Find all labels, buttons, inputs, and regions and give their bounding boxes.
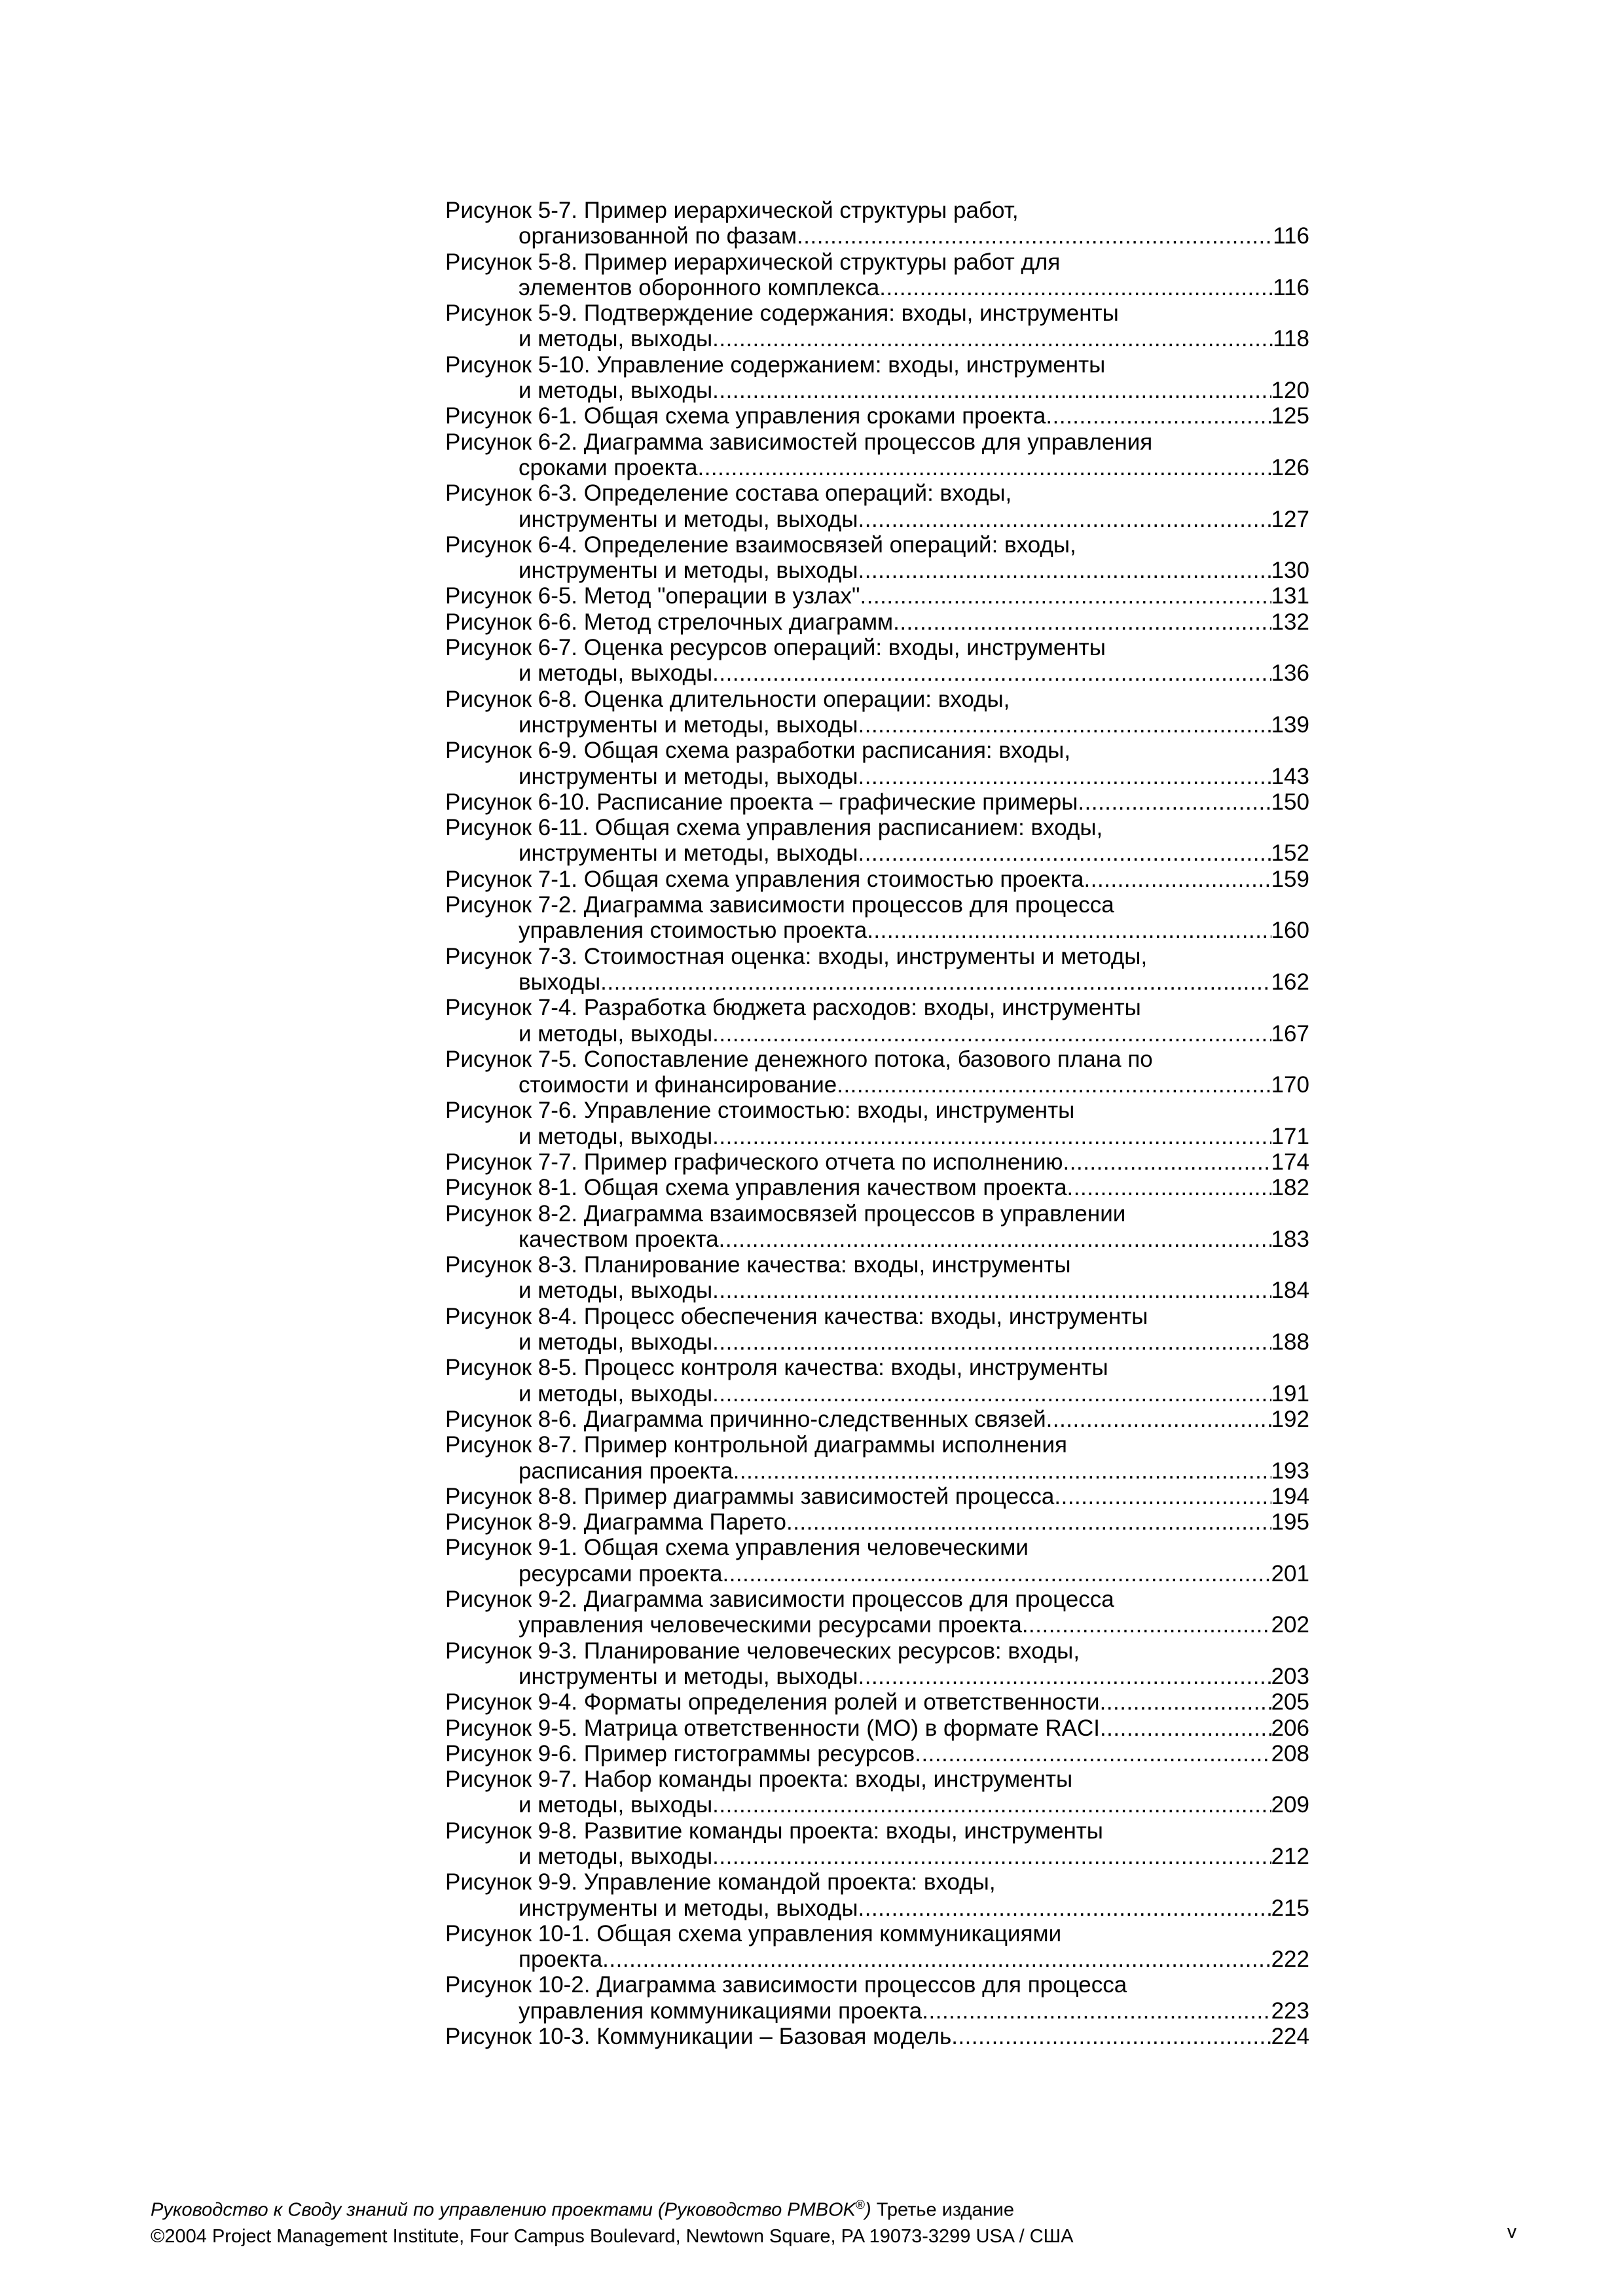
toc-entry-continuation-line <box>445 1664 1309 1689</box>
toc-entry-text: расписания проекта <box>519 1458 733 1484</box>
toc-entry-page: 132 <box>1271 609 1309 635</box>
toc-entry-text: Рисунок 6-10. Расписание проекта – графические примеры <box>445 789 1078 815</box>
toc-entry-continuation-line <box>445 1072 1309 1098</box>
dot-leader <box>786 1509 1271 1535</box>
toc-entry-text: и методы, выходы <box>519 1123 713 1149</box>
toc-entry-page: 209 <box>1271 1792 1309 1818</box>
toc-entry-title-line <box>445 944 1309 969</box>
footer-copyright: ©2004 Project Management Institute, Four Campus Boulevard, Newtown Square, PA 19073-3299 USA / США <box>151 2225 1074 2247</box>
dot-leader <box>712 326 1273 351</box>
toc-entry-title-line <box>445 1047 1309 1072</box>
toc-entry-continuation-line <box>445 507 1309 532</box>
toc-entry-text: Рисунок 10-1. Общая схема управления коммуникациями <box>445 1920 1062 1946</box>
dot-leader <box>712 660 1271 686</box>
toc-entry-text: и методы, выходы <box>519 378 713 404</box>
footer-edition: Третье издание <box>871 2199 1014 2221</box>
toc-entry-text: и методы, выходы <box>519 1844 713 1869</box>
toc-entry-text: Рисунок 7-1. Общая схема управления стоимостью проекта <box>445 866 1084 892</box>
toc-entry-page: 224 <box>1271 2024 1309 2050</box>
toc-entry <box>445 429 1309 481</box>
toc-entry-page: 136 <box>1271 660 1309 687</box>
toc-entry-text: Рисунок 9-2. Диаграмма зависимости процессов для процесса <box>445 1587 1114 1613</box>
toc-entry-text: Рисунок 10-2. Диаграмма зависимости процессов для процесса <box>445 1972 1127 1998</box>
toc-entry-continuation-line <box>445 712 1309 738</box>
toc-entry-title-line <box>445 1689 1309 1715</box>
dot-leader <box>858 558 1271 583</box>
toc-entry-page: 159 <box>1271 866 1309 892</box>
toc-entry-text: Рисунок 8-5. Процесс контроля качества: входы, инструменты <box>445 1355 1108 1381</box>
toc-entry-title-line <box>445 1355 1309 1380</box>
toc-entry-text: выходы <box>519 969 601 995</box>
toc-entry <box>445 1535 1309 1587</box>
toc-entry <box>445 867 1309 892</box>
page-footer <box>151 2193 1525 2250</box>
toc-entry-page: 162 <box>1271 969 1309 995</box>
toc-entry-text: сроками проекта <box>519 454 698 480</box>
toc-entry <box>445 1407 1309 1432</box>
dot-leader <box>858 1664 1271 1689</box>
toc-entry-continuation-line <box>445 1946 1309 1972</box>
toc-entry-text: инструменты и методы, выходы <box>519 1895 858 1921</box>
toc-entry-text: управления стоимостью проекта <box>519 918 867 944</box>
toc-entry-text: инструменты и методы, выходы <box>519 840 858 867</box>
toc-entry-continuation-line <box>445 660 1309 686</box>
toc-entry-title-line <box>445 1869 1309 1895</box>
toc-entry <box>445 1689 1309 1715</box>
dot-leader <box>719 1227 1271 1252</box>
toc-entry-text: Рисунок 7-3. Стоимостная оценка: входы, инструменты и методы, <box>445 943 1148 969</box>
dot-leader <box>712 1792 1271 1818</box>
toc-entry-title-line <box>445 1201 1309 1227</box>
toc-entry-text: Рисунок 9-7. Набор команды проекта: входы, инструменты <box>445 1767 1073 1793</box>
toc-entry-page: 222 <box>1271 1946 1309 1973</box>
toc-entry-text: Рисунок 9-6. Пример гистограммы ресурсов <box>445 1740 915 1767</box>
toc-entry-text: Рисунок 6-6. Метод стрелочных диаграмм <box>445 609 894 635</box>
toc-entry-page: 116 <box>1273 223 1309 249</box>
dot-leader <box>1054 1484 1271 1509</box>
toc-entry <box>445 609 1309 635</box>
toc-entry-page: 143 <box>1271 763 1309 789</box>
toc-entry-title-line <box>445 1921 1309 1946</box>
toc-entry-title-line <box>445 738 1309 763</box>
toc-entry-page: 203 <box>1271 1663 1309 1689</box>
dot-leader <box>858 1895 1271 1921</box>
toc-entry-text: Рисунок 6-4. Определение взаимосвязей операций: входы, <box>445 531 1076 558</box>
toc-entry-continuation-line <box>445 1021 1309 1047</box>
toc-entry-text: Рисунок 6-3. Определение состава операций: входы, <box>445 480 1012 507</box>
toc-entry-text: инструменты и методы, выходы <box>519 558 858 584</box>
toc-entry-continuation-line <box>445 378 1309 403</box>
toc-entry-page: 205 <box>1271 1689 1309 1715</box>
toc-entry-text: и методы, выходы <box>519 1380 713 1407</box>
toc-entry-title-line <box>445 687 1309 712</box>
toc-entry <box>445 1355 1309 1407</box>
toc-entry-text: Рисунок 9-8. Развитие команды проекта: входы, инструменты <box>445 1818 1103 1844</box>
dot-leader <box>600 969 1271 995</box>
toc-entry-continuation-line <box>445 1998 1309 2024</box>
toc-entry-text: и методы, выходы <box>519 1329 713 1355</box>
toc-entry-page: 139 <box>1271 711 1309 738</box>
toc-entry <box>445 403 1309 429</box>
toc-entry-text: Рисунок 9-3. Планирование человеческих ресурсов: входы, <box>445 1638 1080 1664</box>
toc-entry-text: Рисунок 9-1. Общая схема управления человеческими <box>445 1535 1029 1561</box>
toc-entry-text: и методы, выходы <box>519 1278 713 1304</box>
dot-leader <box>922 1998 1271 2024</box>
dot-leader <box>1063 1149 1271 1175</box>
dot-leader <box>602 1946 1271 1972</box>
toc-entry <box>445 1098 1309 1149</box>
toc-entry <box>445 1869 1309 1921</box>
dot-leader <box>1078 789 1271 815</box>
toc-entry-page: 125 <box>1271 403 1309 429</box>
dot-leader <box>1046 403 1271 429</box>
toc-entry <box>445 1484 1309 1509</box>
footer-title-close: ) <box>865 2199 871 2221</box>
toc-entry-text: Рисунок 8-9. Диаграмма Парето <box>445 1509 786 1535</box>
toc-entry <box>445 738 1309 789</box>
toc-entry <box>445 815 1309 867</box>
dot-leader <box>1067 1175 1271 1200</box>
toc-entry-text: элементов оборонного комплекса <box>519 274 880 300</box>
toc-entry-page: 212 <box>1271 1844 1309 1869</box>
toc-entry-page: 194 <box>1271 1483 1309 1509</box>
toc-entry-title-line <box>445 2024 1309 2049</box>
dot-leader <box>915 1741 1271 1767</box>
toc-entry-text: Рисунок 8-7. Пример контрольной диаграммы исполнения <box>445 1432 1067 1458</box>
toc-entry-continuation-line <box>445 764 1309 789</box>
toc-entry-text: Рисунок 8-1. Общая схема управления качеством проекта <box>445 1175 1067 1201</box>
toc-entry <box>445 1767 1309 1818</box>
toc-entry <box>445 1304 1309 1355</box>
toc-entry-text: управления человеческими ресурсами проекта <box>519 1612 1022 1638</box>
toc-entry <box>445 1638 1309 1690</box>
dot-leader <box>733 1458 1271 1484</box>
toc-entry-text: Рисунок 5-9. Подтверждение содержания: входы, инструменты <box>445 300 1119 327</box>
toc-entry-page: 116 <box>1273 274 1309 300</box>
toc-entry-text: инструменты и методы, выходы <box>519 711 858 738</box>
page-number: v <box>1507 2221 1517 2242</box>
dot-leader <box>1022 1612 1271 1638</box>
toc-entry <box>445 687 1309 738</box>
toc-entry-title-line <box>445 429 1309 455</box>
toc-entry-continuation-line <box>445 1124 1309 1149</box>
toc-entry-text: стоимости и финансирование <box>519 1072 837 1098</box>
toc-entry-title-line <box>445 815 1309 840</box>
toc-entry-text: Рисунок 8-2. Диаграмма взаимосвязей процессов в управлении <box>445 1200 1126 1227</box>
toc-entry-text: и методы, выходы <box>519 326 713 352</box>
toc-entry-text: Рисунок 6-1. Общая схема управления сроками проекта <box>445 403 1046 429</box>
toc-entry-text: Рисунок 5-7. Пример иерархической структуры работ, <box>445 198 1019 223</box>
dot-leader <box>712 1329 1271 1355</box>
toc-entry <box>445 2024 1309 2049</box>
toc-entry-text: Рисунок 6-2. Диаграмма зависимостей процессов для управления <box>445 429 1153 455</box>
toc-entry-title-line <box>445 1407 1309 1432</box>
dot-leader <box>1100 1715 1271 1741</box>
toc-entry-page: 167 <box>1271 1020 1309 1047</box>
toc-entry <box>445 532 1309 584</box>
toc-entry-continuation-line <box>445 918 1309 943</box>
toc-entry <box>445 249 1309 301</box>
dot-leader <box>951 2024 1271 2049</box>
toc-entry-text: Рисунок 5-10. Управление содержанием: входы, инструменты <box>445 351 1106 378</box>
toc-entry-text: Рисунок 6-8. Оценка длительности операции: входы, <box>445 686 1010 712</box>
toc-entry-page: 183 <box>1271 1226 1309 1252</box>
toc-entry-title-line <box>445 1098 1309 1123</box>
toc-entry-text: Рисунок 6-9. Общая схема разработки расписания: входы, <box>445 738 1071 764</box>
toc-entry-title-line <box>445 583 1309 609</box>
toc-entry-title-line <box>445 1741 1309 1767</box>
toc-entry-continuation-line <box>445 1844 1309 1869</box>
toc-entry-page: 130 <box>1271 558 1309 584</box>
toc-entry-page: 174 <box>1271 1149 1309 1175</box>
dot-leader <box>893 609 1271 635</box>
toc-entry <box>445 1509 1309 1535</box>
toc-entry-title-line <box>445 1304 1309 1329</box>
toc-entry-page: 182 <box>1271 1175 1309 1201</box>
toc-entry-continuation-line <box>445 558 1309 583</box>
toc-entry-page: 152 <box>1271 840 1309 867</box>
toc-entry-title-line <box>445 1484 1309 1509</box>
table-of-figures <box>445 198 1309 2049</box>
toc-entry <box>445 635 1309 687</box>
toc-entry <box>445 1252 1309 1304</box>
toc-entry <box>445 789 1309 815</box>
dot-leader <box>858 712 1271 738</box>
toc-entry-title-line <box>445 789 1309 815</box>
toc-entry-title-line <box>445 1972 1309 1998</box>
toc-entry-title-line <box>445 300 1309 326</box>
toc-entry-continuation-line <box>445 455 1309 480</box>
toc-entry-text: Рисунок 8-4. Процесс обеспечения качества: входы, инструменты <box>445 1303 1148 1329</box>
dot-leader <box>837 1072 1271 1098</box>
toc-entry <box>445 480 1309 532</box>
toc-entry-text: организованной по фазам <box>519 223 797 249</box>
dot-leader <box>697 455 1271 480</box>
toc-entry-text: Рисунок 9-5. Матрица ответственности (МО) в формате RACI <box>445 1715 1100 1741</box>
toc-entry-title-line <box>445 609 1309 635</box>
toc-entry-page: 192 <box>1271 1406 1309 1432</box>
toc-entry-continuation-line <box>445 1278 1309 1303</box>
toc-entry <box>445 1818 1309 1870</box>
toc-entry-continuation-line <box>445 1561 1309 1587</box>
dot-leader <box>1084 867 1271 892</box>
toc-entry-page: 120 <box>1271 378 1309 404</box>
toc-entry <box>445 1715 1309 1741</box>
toc-entry-page: 127 <box>1271 506 1309 532</box>
toc-entry-page: 195 <box>1271 1509 1309 1535</box>
toc-entry-title-line <box>445 480 1309 506</box>
toc-entry-title-line <box>445 635 1309 660</box>
toc-entry-text: Рисунок 9-4. Форматы определения ролей и ответственности <box>445 1689 1100 1715</box>
dot-leader <box>712 1844 1271 1869</box>
footer-title-text: Руководство к Своду знаний по управлению проектами (Руководство PMBOK <box>151 2199 856 2221</box>
toc-entry-page: 206 <box>1271 1715 1309 1741</box>
registered-mark: ® <box>856 2198 866 2212</box>
toc-entry <box>445 583 1309 609</box>
dot-leader <box>1100 1689 1271 1715</box>
toc-entry-title-line <box>445 352 1309 378</box>
toc-entry-page: 126 <box>1271 454 1309 480</box>
toc-entry-page: 170 <box>1271 1072 1309 1098</box>
dot-leader <box>1046 1407 1271 1432</box>
toc-entry-text: проекта <box>519 1946 603 1973</box>
toc-entry-text: Рисунок 6-5. Метод "операции в узлах" <box>445 583 860 609</box>
toc-entry-text: Рисунок 7-6. Управление стоимостью: входы, инструменты <box>445 1098 1075 1124</box>
toc-entry-continuation-line <box>445 1612 1309 1638</box>
toc-entry-page: 215 <box>1271 1895 1309 1921</box>
toc-entry-title-line <box>445 1432 1309 1458</box>
toc-entry-text: управления коммуникациями проекта <box>519 1998 922 2024</box>
toc-entry-title-line <box>445 1149 1309 1175</box>
toc-entry <box>445 198 1309 249</box>
toc-entry-title-line <box>445 995 1309 1020</box>
toc-entry <box>445 352 1309 404</box>
toc-entry-title-line <box>445 1715 1309 1741</box>
toc-entry-title-line <box>445 532 1309 558</box>
footer-book-title <box>151 2193 1525 2223</box>
dot-leader <box>712 1021 1271 1047</box>
toc-entry-text: Рисунок 10-3. Коммуникации – Базовая модель <box>445 2024 952 2050</box>
toc-entry <box>445 1432 1309 1484</box>
toc-entry-text: Рисунок 7-2. Диаграмма зависимости процессов для процесса <box>445 892 1114 918</box>
toc-entry-text: Рисунок 6-7. Оценка ресурсов операций: входы, инструменты <box>445 635 1106 661</box>
toc-entry-text: и методы, выходы <box>519 660 713 687</box>
dot-leader <box>712 1381 1271 1407</box>
toc-entry <box>445 300 1309 352</box>
toc-entry-text: и методы, выходы <box>519 1792 713 1818</box>
toc-entry-text: ресурсами проекта <box>519 1560 723 1587</box>
dot-leader <box>712 1124 1271 1149</box>
dot-leader <box>867 918 1271 943</box>
toc-entry-title-line <box>445 198 1309 223</box>
dot-leader <box>722 1561 1271 1587</box>
toc-entry-text: Рисунок 8-6. Диаграмма причинно-следственных связей <box>445 1406 1046 1432</box>
dot-leader <box>858 764 1271 789</box>
toc-entry <box>445 1972 1309 2024</box>
toc-entry-title-line <box>445 1175 1309 1200</box>
toc-entry-page: 184 <box>1271 1278 1309 1304</box>
toc-entry-page: 160 <box>1271 918 1309 944</box>
toc-entry-text: Рисунок 8-3. Планирование качества: входы, инструменты <box>445 1252 1071 1278</box>
toc-entry-page: 193 <box>1271 1458 1309 1484</box>
toc-entry-page: 171 <box>1271 1123 1309 1149</box>
toc-entry <box>445 995 1309 1047</box>
toc-entry-title-line <box>445 1638 1309 1664</box>
toc-entry-text: инструменты и методы, выходы <box>519 506 858 532</box>
toc-entry <box>445 1587 1309 1638</box>
toc-entry-continuation-line <box>445 969 1309 995</box>
toc-entry-text: Рисунок 9-9. Управление командой проекта: входы, <box>445 1869 996 1895</box>
toc-entry <box>445 1047 1309 1098</box>
toc-entry-text: Рисунок 7-7. Пример графического отчета по исполнению <box>445 1149 1063 1175</box>
toc-entry-page: 131 <box>1271 583 1309 609</box>
toc-entry-continuation-line <box>445 326 1309 351</box>
toc-entry-continuation-line <box>445 840 1309 866</box>
dot-leader <box>858 507 1271 532</box>
dot-leader <box>879 275 1273 300</box>
toc-entry-page: 188 <box>1271 1329 1309 1355</box>
toc-entry <box>445 892 1309 944</box>
dot-leader <box>712 1278 1271 1303</box>
toc-entry-text: инструменты и методы, выходы <box>519 1663 858 1689</box>
toc-entry-page: 191 <box>1271 1380 1309 1407</box>
toc-entry-title-line <box>445 403 1309 429</box>
toc-entry-text: и методы, выходы <box>519 1020 713 1047</box>
dot-leader <box>860 583 1271 609</box>
toc-entry-title-line <box>445 1509 1309 1535</box>
toc-entry-page: 201 <box>1271 1560 1309 1587</box>
toc-entry-title-line <box>445 892 1309 918</box>
toc-entry-continuation-line <box>445 1381 1309 1407</box>
toc-entry-page: 208 <box>1271 1740 1309 1767</box>
toc-entry-title-line <box>445 1587 1309 1612</box>
dot-leader <box>858 840 1271 866</box>
toc-entry <box>445 1741 1309 1767</box>
toc-entry <box>445 1201 1309 1253</box>
toc-entry-continuation-line <box>445 1895 1309 1921</box>
toc-entry-continuation-line <box>445 1458 1309 1484</box>
toc-entry-title-line <box>445 1252 1309 1278</box>
toc-entry-text: Рисунок 8-8. Пример диаграммы зависимостей процесса <box>445 1483 1055 1509</box>
toc-entry-title-line <box>445 1767 1309 1792</box>
toc-entry-page: 118 <box>1273 326 1309 352</box>
toc-entry-continuation-line <box>445 223 1309 249</box>
toc-entry-continuation-line <box>445 275 1309 300</box>
toc-entry-text: Рисунок 6-11. Общая схема управления расписанием: входы, <box>445 815 1103 841</box>
toc-entry <box>445 1149 1309 1175</box>
toc-entry-continuation-line <box>445 1227 1309 1252</box>
toc-entry-text: качеством проекта <box>519 1226 719 1252</box>
toc-entry-page: 202 <box>1271 1612 1309 1638</box>
toc-entry <box>445 944 1309 996</box>
toc-entry-text: Рисунок 7-4. Разработка бюджета расходов: входы, инструменты <box>445 995 1141 1021</box>
toc-entry-text: Рисунок 7-5. Сопоставление денежного потока, базового плана по <box>445 1046 1153 1072</box>
toc-entry-title-line <box>445 867 1309 892</box>
toc-entry-text: Рисунок 5-8. Пример иерархической структуры работ для <box>445 249 1061 275</box>
dot-leader <box>712 378 1271 403</box>
toc-entry-page: 150 <box>1271 789 1309 815</box>
toc-entry-text: инструменты и методы, выходы <box>519 763 858 789</box>
toc-entry-title-line <box>445 1535 1309 1560</box>
toc-entry-continuation-line <box>445 1329 1309 1355</box>
toc-entry-title-line <box>445 249 1309 275</box>
toc-entry <box>445 1921 1309 1973</box>
dot-leader <box>797 223 1273 249</box>
toc-entry-continuation-line <box>445 1792 1309 1818</box>
toc-entry-title-line <box>445 1818 1309 1844</box>
toc-entry <box>445 1175 1309 1200</box>
toc-entry-page: 223 <box>1271 1998 1309 2024</box>
